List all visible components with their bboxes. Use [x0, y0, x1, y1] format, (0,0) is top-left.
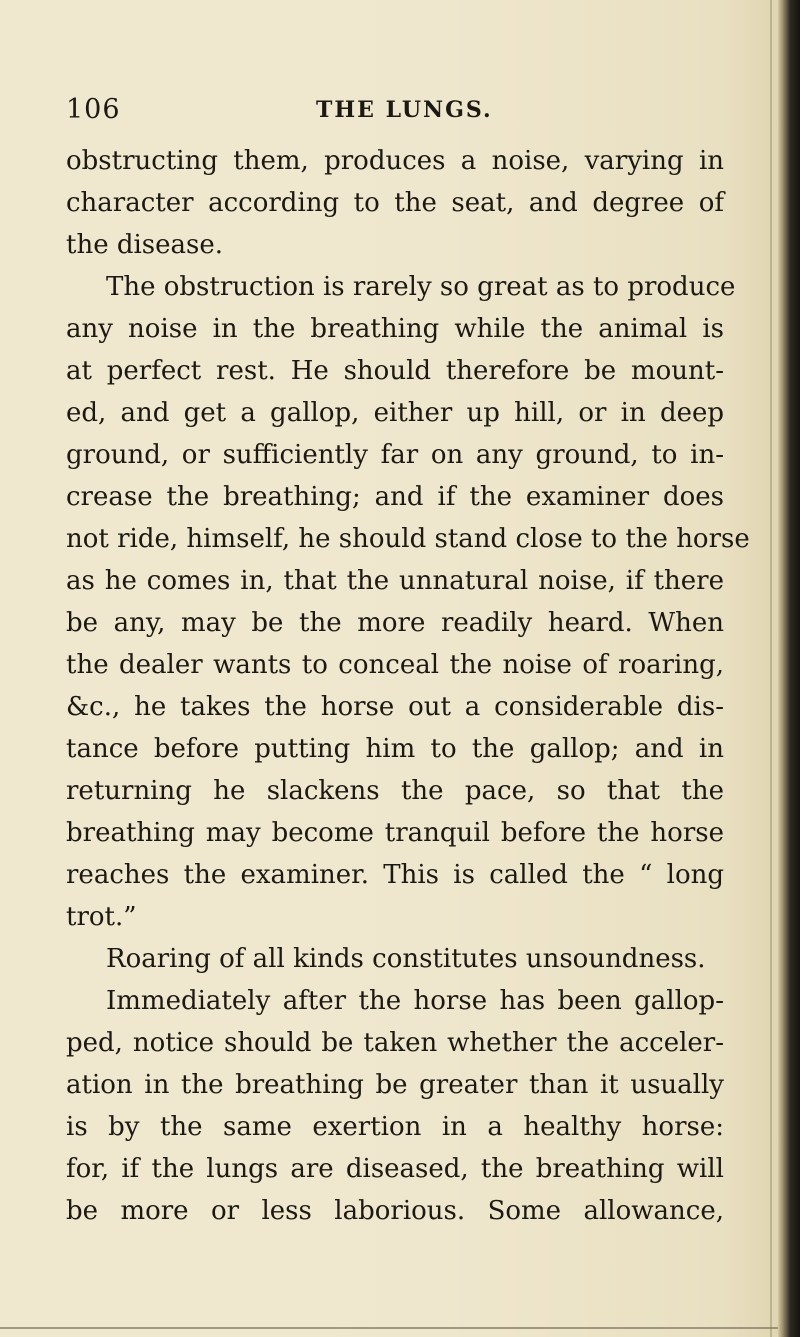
text-line: The obstruction is rarely so great as to produce: [106, 272, 736, 302]
page-bottom-edge: [0, 1327, 778, 1329]
body-text: [66, 140, 750, 1232]
text-line: ground, or sufficiently far on any ground, to in-: [66, 440, 724, 470]
text-line: ped, notice should be taken whether the acceler-: [66, 1028, 724, 1058]
text-line: be more or less laborious. Some allowance,: [66, 1196, 724, 1226]
text-line: trot.”: [66, 902, 137, 932]
text-line: not ride, himself, he should stand close to the horse: [66, 524, 750, 554]
text-line: &c., he takes the horse out a considerable dis-: [66, 692, 724, 722]
text-line: any noise in the breathing while the animal is: [66, 314, 724, 344]
text-line: as he comes in, that the unnatural noise, if there: [66, 566, 724, 596]
text-line: breathing may become tranquil before the horse: [66, 818, 724, 848]
text-line: the dealer wants to conceal the noise of roaring,: [66, 650, 724, 680]
text-line: character according to the seat, and degree of: [66, 188, 724, 218]
text-line: tance before putting him to the gallop; and in: [66, 734, 724, 764]
text-line: at perfect rest. He should therefore be mount-: [66, 356, 724, 386]
running-head: THE LUNGS.: [316, 97, 493, 123]
text-line: crease the breathing; and if the examiner does: [66, 482, 724, 512]
binding-shadow: [770, 0, 772, 1337]
text-line: the disease.: [66, 230, 224, 260]
text-line: be any, may be the more readily heard. When: [66, 608, 724, 638]
text-line: obstructing them, produces a noise, varying in: [66, 146, 724, 176]
book-binding-edge: [778, 0, 800, 1337]
text-line: ed, and get a gallop, either up hill, or in deep: [66, 398, 724, 428]
text-line: ation in the breathing be greater than it usually: [66, 1070, 724, 1100]
page-header: [66, 94, 716, 130]
page-number: 106: [66, 94, 121, 125]
text-line: Roaring of all kinds constitutes unsoundness.: [106, 944, 706, 974]
text-line: Immediately after the horse has been gallop-: [106, 986, 724, 1016]
text-line: reaches the examiner. This is called the “ long: [66, 860, 724, 890]
text-line: returning he slackens the pace, so that the: [66, 776, 724, 806]
text-line: is by the same exertion in a healthy horse:: [66, 1112, 724, 1142]
text-line: for, if the lungs are diseased, the breathing will: [66, 1154, 724, 1184]
